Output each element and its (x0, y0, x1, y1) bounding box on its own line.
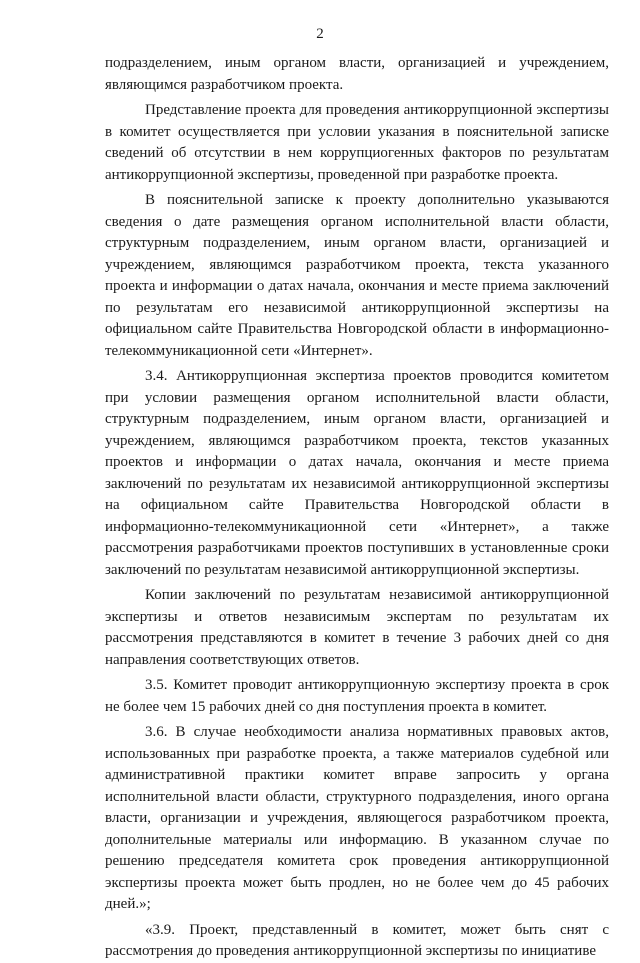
paragraph-submission-conditions: Представление проекта для проведения антикоррупционной экспертизы в комитет осуществляется при условии указания в пояснительной записке сведений об отсутствии в нем коррупциогенных факторов по результатам антикоррупционной экспертизы, проведенной при разработке проекта. (105, 102, 609, 183)
paragraph-3-4: 3.4. Антикоррупционная экспертиза проектов проводится комитетом при условии размещения органом исполнительной власти области, структурным подразделением, иным органом власти, организацией и учреждением, являющимся разработчиком проекта, текстов указанных проектов и информации о датах начала, окончания и месте приема заключений по результатам их независимой антикоррупционной экспертизы на официальном сайте Правительства Новгородской области в информационно-телекоммуникационной сети «Интернет», а также рассмотрения разработчиками проектов поступивших в установленные сроки заключений по результатам независимой антикоррупционной экспертизы. (105, 368, 609, 578)
paragraph-3-6: 3.6. В случае необходимости анализа нормативных правовых актов, использованных при разработке проекта, а также материалов судебной или административной практики комитет вправе запросить у органа исполнительной власти области, структурного подразделения, иного органа власти, организации и учреждения, являющегося разработчиком проекта, дополнительные материалы или информацию. В указанном случае по решению председателя комитета срок проведения антикоррупционной экспертизы проекта может быть продлен, но не более чем до 45 рабочих дней.»; (105, 724, 609, 912)
paragraph-3-9: «3.9. Проект, представленный в комитет, может быть снят с рассмотрения до проведения антикоррупционной экспертизы по инициативе (105, 921, 609, 959)
page-number: 2 (316, 26, 324, 42)
paragraph-copies-of-conclusions: Копии заключений по результатам независимой антикоррупционной экспертизы и ответов независимым экспертам по результатам их рассмотрения представляются в комитет в течение 3 рабочих дней со дня направления соответствующих ответов. (105, 587, 609, 668)
paragraph-3-5: 3.5. Комитет проводит антикоррупционную экспертизу проекта в срок не более чем 15 рабочих дней со дня поступления проекта в комитет. (105, 677, 609, 715)
paragraph-explanatory-note: В пояснительной записке к проекту дополнительно указываются сведения о дате размещения органом исполнительной власти области, структурным подразделением, иным органом власти, организацией и учреждением, являющимся разработчиком проекта, текста указанного проекта и информации о датах начала, окончания и месте приема заключений по результатам его независимой антикоррупционной экспертизы на официальном сайте Правительства Новгородской области в информационно-телекоммуникационной сети «Интернет». (105, 192, 609, 359)
paragraph-continuation: подразделением, иным органом власти, организацией и учреждением, являющимся разработчиком проекта. (105, 55, 609, 93)
document-body (105, 53, 609, 963)
